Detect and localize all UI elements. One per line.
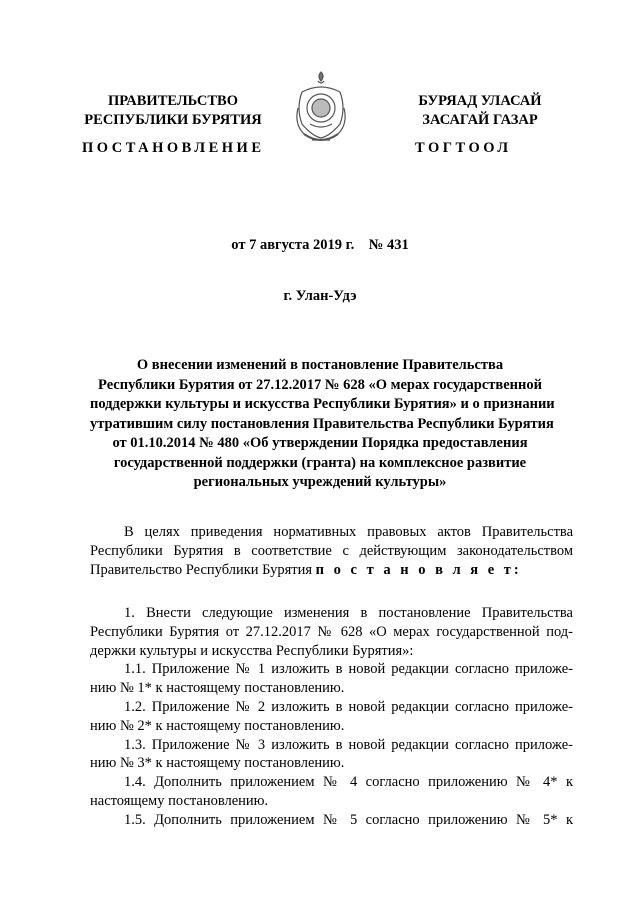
paragraph-line: Республики Бурятия от 27.12.2017 № 628 «О мерах государственной под- — [90, 623, 573, 640]
issuer-ru-line2: РЕСПУБЛИКИ БУРЯТИЯ — [84, 112, 262, 128]
issuer-bua-line2: ЗАСАГАЙ ГАЗАР — [422, 112, 538, 128]
title-line: поддержки культуры и искусства Республики Бурятия» и о признании — [90, 396, 555, 412]
issuer-ru-line1: ПРАВИТЕЛЬСТВО — [108, 93, 238, 109]
document-date: от 7 августа 2019 г. — [231, 237, 355, 253]
preamble-line — [90, 561, 573, 580]
issuer-ru — [58, 92, 288, 130]
document-date-line — [0, 237, 640, 254]
preamble-text: Правительство Республики Бурятия — [90, 561, 313, 578]
document-kind-bua: ТОГТООЛ — [415, 140, 512, 156]
title-line: государственной поддержки (гранта) на комплексное развитие — [113, 454, 527, 471]
coat-of-arms-buryatia-icon — [290, 68, 352, 150]
title-line: утратившим силу постановления Правительства Республики Бурятия — [90, 415, 554, 432]
paragraph-line: 1.3. Приложение № 3 изложить в новой редакции согласно приложе- — [124, 736, 573, 753]
document-number: № 431 — [368, 237, 409, 253]
preamble-line: Республики Бурятия в соответствие с действующим законодательством — [90, 542, 573, 559]
document-kind-ru: ПОСТАНОВЛЕНИЕ — [82, 140, 265, 156]
document-title — [90, 356, 555, 493]
issuer-bua — [380, 92, 580, 130]
issuer-bua-line1: БУРЯАД УЛАСАЙ — [418, 93, 542, 109]
paragraph-line: нию № 1* к настоящему постановлению. — [90, 680, 345, 697]
title-line: О внесении изменений в постановление Правительства — [136, 357, 504, 373]
paragraph-line: настоящему постановлению. — [90, 792, 269, 809]
preamble — [90, 523, 573, 579]
paragraph-line: 1.4. Дополнить приложением № 4 согласно приложению № 4* к — [124, 774, 573, 791]
paragraph-line: 1. Внести следующие изменения в постановление Правительства — [124, 605, 573, 621]
title-line: от 01.10.2014 № 480 «Об утверждении Порядка предоставления — [112, 435, 528, 451]
paragraph-line: держки культуры и искусства Республики Бурятия»: — [90, 642, 414, 659]
preamble-resolves: п о с т а н о в л я е т: — [315, 561, 522, 578]
paragraph-line: 1.5. Дополнить приложением № 5 согласно приложению № 5* к — [124, 811, 573, 828]
resolution-body — [90, 604, 573, 830]
document-city: г. Улан-Удэ — [283, 288, 357, 304]
preamble-line: В целях приведения нормативных правовых актов Правительства — [124, 524, 573, 540]
title-line: региональных учреждений культуры» — [193, 474, 447, 490]
paragraph-line: 1.1. Приложение № 1 изложить в новой редакции согласно приложе- — [124, 661, 573, 678]
paragraph-line: 1.2. Приложение № 2 изложить в новой редакции согласно приложе- — [124, 698, 573, 715]
title-line: Республики Бурятия от 27.12.2017 № 628 «О мерах государственной — [98, 376, 542, 393]
paragraph-line: нию № 3* к настоящему постановлению. — [90, 755, 345, 772]
paragraph-line: нию № 2* к настоящему постановлению. — [90, 717, 345, 734]
